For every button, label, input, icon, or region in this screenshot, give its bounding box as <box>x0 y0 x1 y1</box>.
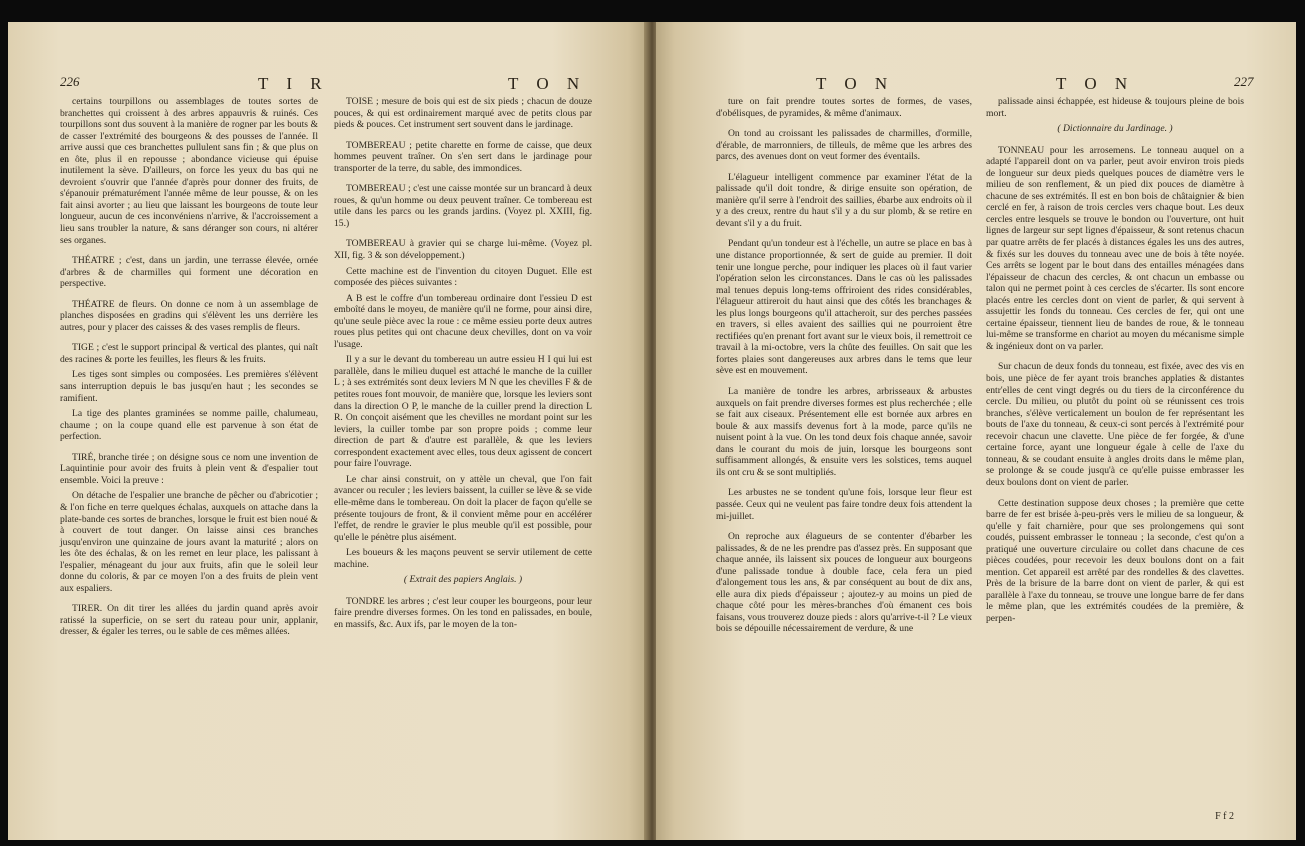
entry-tombereau: TOMBEREAU ; petite charette en forme de caisse, que deux hommes peuvent traîner. On s'en sert dans le jardinage pour transporter de la terre, du sable, des immondices. <box>334 139 592 174</box>
entry-tonneau: TONNEAU pour les arrosemens. Le tonneau auquel on a adapté l'appareil dont on va parler, peut avoir environ trois pieds de longueur sur deux pieds quelques pouces de diamètre vers le milieu de son renflement, & un pied dix pouces de diamètre à chacune de ses extrémités. Il est en bon bois de châtaignier & bien cerclé en fer, à raison de trois cercles vers chaque bout. Les deux cercles entre lesquels se trouve le bondon ou l'ouverture, ont huit lignes de largeur sur sept lignes d'épaisseur, & sont retenus chacun par quatre arrêts de fer placés à distances égales les uns des autres, & fixés sur les douves du tonneau avec une de bois à tête noyée. Ces arrêts se logent par le bout dans des entailles ménagées dans l'épaisseur de chacun des cercles, & ont chacun un embasse ou talon qui ne permet point à ces cercles de s'écarter. Ils sont encore placés entre les cercles dont on vient de parler, & qui servent à assujettir les fonds du tonneau. Ces cercles de fer, qui ont une certaine épaisseur, tiennent lieu de bandes de roue, & le tonneau lui-même se transforme en chariot au moyen du mécanisme simple & ingénieux dont on va parler. <box>986 144 1244 352</box>
paragraph: La tige des plantes graminées se nomme paille, chalumeau, chaume ; on la coupe quand elle est parvenue à son état de perfection. <box>60 408 318 443</box>
paragraph: Pendant qu'un tondeur est à l'échelle, un autre se place en bas à une distance proportionnée, & sert de guide au premier. Il doit tenir une longue perche, pour indiquer les places où il faut varier l'opération selon les circonstances. Dans le cas où les palissades mal tenues depuis long-tems offriroient des rides considérables, l'élagueur attireroit du haut ainsi que des côtés les branchages & les plus longs bourgeons qu'il attacheroit, sur des perches passées en travers, si elles avaient des saillies qui ne pourroient être rectifiées qu'en prenant fort avant sur le vieux bois, il remettroit ce travail à la mi-octobre, vers la chûte des feuilles. On sait que les fortes plaies sont dangereuses aux arbres dans le tems que leur sève est en mouvement. <box>716 238 972 377</box>
signature-mark: F f 2 <box>1215 811 1234 822</box>
entry-toise: TOISE ; mesure de bois qui est de six pieds ; chacun de douze pouces, & qui est ordinairement marqué avec de petits clous par pieds & pouces. Cet instrument sert souvent dans le jardinage. <box>334 96 592 131</box>
page-number: 226 <box>60 74 80 89</box>
entry-tire: TIRÉ, branche tirée ; on désigne sous ce nom une invention de Laquintinie pour avoir des fruits à plein vent & d'espalier tout ensemble. Voici la preuve : <box>60 451 318 486</box>
entry-tige: TIGE ; c'est le support principal & vertical des plantes, qui naît des racines & porte les feuilles, les fleurs & les fruits. <box>60 342 318 365</box>
paragraph: Les boueurs & les maçons peuvent se servir utilement de cette machine. <box>334 547 592 570</box>
paragraph: On tond au croissant les palissades de charmilles, d'ormille, d'érable, de marronniers, de tilleuls, de même que les arbres des parcs, des avenues dont on veut former des éventails. <box>716 128 972 163</box>
paragraph: palissade ainsi échappée, est hideuse & toujours pleine de bois mort. <box>986 96 1244 119</box>
running-head-right: T O N <box>1056 74 1135 93</box>
right-page <box>656 22 1296 840</box>
paragraph: L'élagueur intelligent commence par examiner l'état de la palissade qu'il doit tondre, & dirige ensuite son opération, de manière qu'il serre à l'endroit des saillies, ébarbe aux endroits où il y a des creux, rentre du haut s'il y a du sur plomb, & se retire en devant s'il y a du fruit. <box>716 171 972 229</box>
entry-theatre: THÉATRE ; c'est, dans un jardin, une terrasse élevée, ornée d'arbres & de charmilles qui forment une décoration en perspective. <box>60 255 318 290</box>
paragraph: On reproche aux élagueurs de se contenter d'ébarber les palissades, & de ne les prendre pas d'assez près. En supposant que chaque année, ils laissent six pouces de longueur aux bourgeons d'une palissade tondue à double face, cela fera un pied d'alongement tous les ans, & par conséquent au bout de dix ans, elle aura dix pieds d'épaisseur ; ajoutez-y au moins un pied de chaque côté pour les mères-branches d'où émanent ces bois faisans, vous trouverez douze pieds : alors qu'arrive-t-il ? Le vieux bois se dépouille nécessairement de verdure, & une <box>716 531 972 635</box>
paragraph: La manière de tondre les arbres, arbrisseaux & arbustes auxquels on fait prendre diverses formes est plus recherchée ; elle se fait aux ciseaux. Présentement elle est bornée aux arbres en boule & aux massifs devenus fort à la mode, parce qu'ils ne nuisent point à la vue. On les tond deux fois chaque année, savoir dans le courant du mois de juin, lorsque les bourgeons sont suffisamment allongés, & ensuite vers les solstices, tems auquel ils ont cru & se sont multipliés. <box>716 386 972 478</box>
text-column-1 <box>716 96 972 639</box>
running-head-left: T I R <box>258 74 329 93</box>
paragraph: Le char ainsi construit, on y attèle un cheval, que l'on fait avancer ou reculer ; les leviers baissent, la cuiller se lève & se vide elle-même dans le tombereau. On doit la placer de façon qu'elle se présente toujours de front, & il convient même pour en accélérer l'effet, de rendre le gravier le plus meuble qu'il est possible, pour qu'elle le pénètre plus aisément. <box>334 473 592 543</box>
running-head-right: T O N <box>508 74 587 93</box>
entry-tombereau-2: TOMBEREAU ; c'est une caisse montée sur un brancard à deux roues, & qu'un homme ou deux peuvent traîner. Ce tombereau est utile dans les parcs ou les grands jardins. (Voyez pl. XXIII, fig. 15.) <box>334 183 592 229</box>
page-number: 227 <box>1234 74 1254 89</box>
entry-tirer: TIRER. On dit tirer les allées du jardin quand après avoir ratissé la superficie, on se sert du rateau pour unir, applanir, dresser, & égaler les terres, ou le sable de ces mêmes allées. <box>60 603 318 638</box>
paragraph: Cette destination suppose deux choses ; la première que cette barre de fer est brisée à-peu-près vers le milieu de sa longueur, & qu'elle y fait charnière, pour que ses prolongemens qui sont coudés, puissent embrasser le tonneau ; la seconde, c'est qu'on a pratiqué une ouverture circulaire ou collet dans chacune de ces pièces coudées, pour recevoir les deux boulons dont on a fait mention. Cet appareil est arrêté par des rondelles & des clavettes. Près de la brisure de la barre dont on vient de parler, & qui est parallèle à l'axe du tonneau, se trouve une longue barre de fer dans le même plan, que les extrémités coudées de la première, & perpen- <box>986 497 1244 624</box>
source-note: ( Dictionnaire du Jardinage. ) <box>1057 123 1173 135</box>
running-head-left: T O N <box>816 74 895 93</box>
text-column-1 <box>60 96 318 642</box>
entry-tondre: TONDRE les arbres ; c'est leur couper les bourgeons, pour leur faire prendre diverses formes. On les tond en palissades, en boule, en massifs, &c. Aux ifs, par le moyen de la ton- <box>334 595 592 630</box>
text-column-2 <box>986 96 1244 629</box>
book-spread <box>8 22 1296 840</box>
paragraph: On détache de l'espalier une branche de pêcher ou d'abricotier ; & l'on fiche en terre quelques échalas, auxquels on attache dans la plate-bande ces sortes de branches, lorsque le fruit est bien noué & à couvert de tout danger. On laisse ainsi ces branches jusqu'environ une quinzaine de jours avant la maturité ; alors on les ôte des échalas, & on les remet en leur place, les palissant à l'espalier, ménageant du jour aux fruits, afin que le soleil leur donne du coloris, & par ce moyen l'on a des fruits de plein vent aux espaliers. <box>60 490 318 594</box>
left-page <box>8 22 648 840</box>
paragraph: Les arbustes ne se tondent qu'une fois, lorsque leur fleur est passée. Ceux qui ne veulent pas faire tondre deux fois attendent la mi-juillet. <box>716 487 972 522</box>
entry-tombereau-gravier: TOMBEREAU à gravier qui se charge lui-même. (Voyez pl. XII, fig. 3 & son développement.) <box>334 238 592 262</box>
entry-theatre-fleurs: THÉATRE de fleurs. On donne ce nom à un assemblage de planches disposées en gradins qui s'élèvent les uns derrière les autres, pour y placer des caisses & des vases remplis de fleurs. <box>60 298 318 333</box>
paragraph: A B est le coffre d'un tombereau ordinaire dont l'essieu D est emboîté dans le moyeu, de manière qu'il ne forme, pour ainsi dire, qu'une seule pièce avec la roue : ce même essieu porte deux autres roues plus petites qui ont chacune deux chevilles, dont on va voir l'usage. <box>334 292 592 350</box>
source-note: ( Extrait des papiers Anglais. ) <box>403 574 523 586</box>
paragraph: Les tiges sont simples ou composées. Les premières s'élèvent sans interruption depuis le bas jusqu'en haut ; les secondes se ramifient. <box>60 369 318 404</box>
paragraph: Cette machine est de l'invention du citoyen Duguet. Elle est composée des pièces suivantes : <box>334 265 592 289</box>
paragraph: certains tourpillons ou assemblages de toutes sortes de branchettes qui croissent à des arbres appauvris & ruinés. Ces tourpillons sont dus souvent à la manière de rogner par les bouts & de casser l'extrémité des bourgeons & des pousses de l'année. Il arrive aussi que ces branchettes pullulent sans fin ; & que plus on en ôte, plus il en repousse ; abondance vicieuse qui épuise inutilement la sève. D'ailleurs, on force les yeux du bas qui ne devroient s'ouvrir que l'année d'après pour donner des fruits, de s'épanouir prématurément l'année même de leur pousse, & on les fait ainsi avorter ; au lieu que laissant les bourgeons de toute leur longueur, aucun de ces inconvéniens n'arrive, & l'accroissement a lieu sans troubler la nature, & sans déranger son cours, ni altérer ses organes. <box>60 96 318 246</box>
paragraph: ture on fait prendre toutes sortes de formes, de vases, d'obélisques, de pyramides, & même d'animaux. <box>716 96 972 119</box>
text-column-2 <box>334 96 592 634</box>
paragraph: Il y a sur le devant du tombereau un autre essieu H I qui lui est parallèle, dans le milieu duquel est attaché le manche de la cuiller L ; à ses extrémités sont deux leviers M N que les chevilles F & de petites roues font mouvoir, de manière que, lorsque les leviers sont dans la direction O P, le manche de la cuiller prend la direction L R. On conçoit aisément que les chevilles ne mordant point sur les leviers, la cuiller tombe par son propre poids ; comme leur direction de part & d'autre est parallèle, & que les leviers correspondent exactement avec elles, tous deux agissent de concert pour faire l'ouvrage. <box>334 354 592 470</box>
paragraph: Sur chacun de deux fonds du tonneau, est fixée, avec des vis en bois, une pièce de fer ayant trois branches applaties & distantes entr'elles de cent vingt degrés ou du tiers de la circonférence du cercle. Du milieu, ou plutôt du point où se réunissent ces trois branches, s'élève verticalement un boulon de fer représentant les bouts de l'axe du tonneau, & ceux-ci sont percés à l'extrémité pour recevoir chacun une clavette. Une pièce de fer forgée, & d'une certaine force, ayant une longueur égale à celle de l'axe du tonneau, & se coudant ensuite à angles droits dans le même plan, se prolonge & se coude jusqu'à ce qu'elle puisse embrasser les deux boulons dont on vient de parler. <box>986 361 1244 488</box>
